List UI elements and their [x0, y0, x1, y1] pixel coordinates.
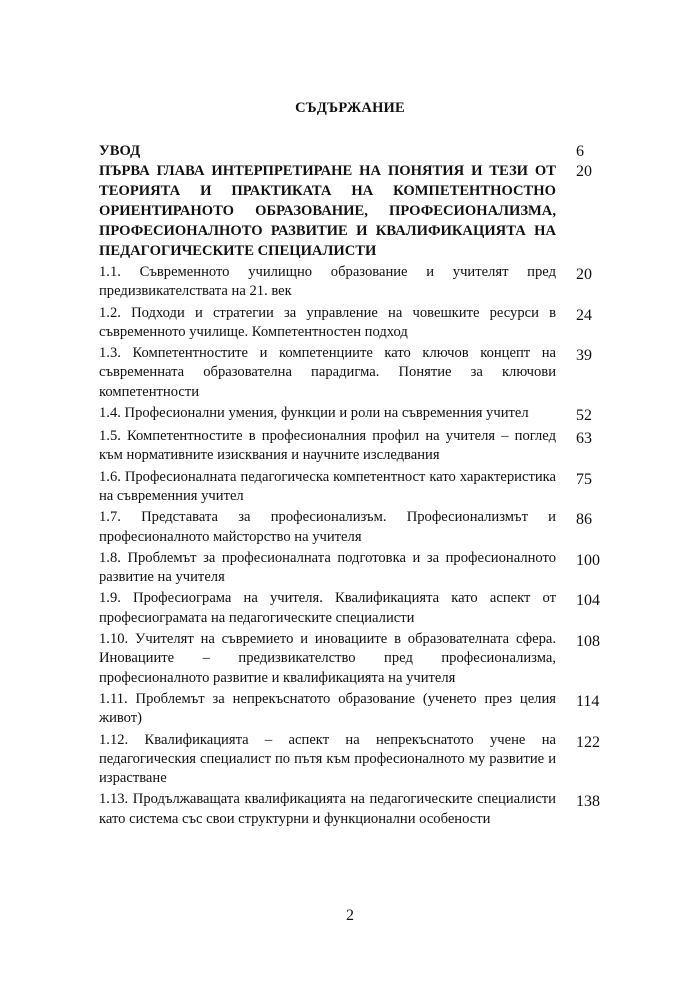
page-number: 2: [346, 907, 354, 924]
toc-entry[interactable]: [99, 690, 611, 729]
toc-entry-page: 86: [576, 511, 592, 529]
toc-entry-text: 1.2. Подходи и стратегии за управление на човешките ресурси в съвременното училище. Компетентностен подход: [99, 304, 556, 340]
toc-entry-text: 1.1. Съвременното училищно образование и учителят пред предизвикателствата на 21. век: [99, 264, 556, 300]
toc-entry-text: 1.6. Професионалната педагогическа компетентност като характеристика на съвременния учител: [99, 468, 556, 504]
toc-entry[interactable]: [99, 508, 611, 547]
toc-entry[interactable]: [99, 263, 611, 302]
toc-entry-page: 6: [576, 143, 584, 160]
toc-entry-page: 20: [576, 266, 592, 283]
toc-entry[interactable]: [99, 790, 611, 829]
toc-entry-page: 138: [576, 793, 600, 811]
toc-entry[interactable]: [99, 161, 611, 261]
toc-entry-page: 75: [576, 470, 592, 488]
toc-entry-text: 1.12. Квалификацията – аспект на непрекъснатото учене на педагогическия специалист по пътя към професионалното му развитие и израстване: [99, 731, 556, 787]
toc-entry-page: 114: [576, 692, 600, 710]
toc-entry[interactable]: [99, 630, 611, 688]
toc-entry-page: 122: [576, 733, 600, 751]
toc-entry-page: 39: [576, 347, 592, 365]
toc-entry-text: 1.3. Компетентностите и компетенциите като ключов концепт на съвременната образователна парадигма. Понятие за ключови компетентности: [99, 345, 556, 400]
toc-entry-page: 63: [576, 430, 592, 448]
toc-entry-text: 1.13. Продължаващата квалификацията на педагогическите специалисти като система със свои структурни и функционални особености: [99, 791, 556, 827]
toc-entry-text: 1.11. Проблемът за непрекъснатото образование (ученето през целия живот): [99, 690, 556, 727]
toc-entry-text: 1.9. Професиограма на учителя. Квалификацията като аспект от професиограмата на педагогическите специалисти: [99, 590, 556, 626]
toc-entry-text: 1.8. Проблемът за професионалната подготовка и за професионалното развитие на учителя: [99, 549, 556, 586]
toc-entry[interactable]: [99, 549, 611, 588]
toc-entry-page: 20: [576, 163, 592, 180]
toc-entry-page: 24: [576, 306, 592, 324]
toc-entry[interactable]: [99, 404, 611, 425]
page-title: СЪДЪРЖАНИЕ: [295, 100, 405, 116]
toc-entry-text: 1.5. Компетентностите в професионалния профил на учителя – поглед към нормативните изисквания и научните изследвания: [99, 428, 556, 464]
toc-entry[interactable]: [99, 344, 611, 402]
toc-entry[interactable]: [99, 304, 611, 343]
toc-entry-text: ПЪРВА ГЛАВА ИНТЕРПРЕТИРАНЕ НА ПОНЯТИЯ И ТЕЗИ ОТ ТЕОРИЯТА И ПРАКТИКАТА НА КОМПЕТЕНТНОСТНО ОРИЕНТИРАНОТО ОБРАЗОВАНИЕ, ПРОФЕСИОНАЛИЗМА, ПРОФЕСИОНАЛНОТО РАЗВИТИЕ И КВАЛИФИКАЦИЯТА НА ПЕДАГОГИЧЕСКИТЕ СПЕЦИАЛИСТИ: [99, 163, 556, 259]
toc-entry[interactable]: [99, 468, 611, 507]
toc-entry-page: 100: [576, 551, 600, 569]
toc-entry-text: 1.7. Представата за професионализъм. Професионализмът и професионалното майсторство на учителя: [99, 509, 556, 545]
toc-entry-page: 52: [576, 407, 592, 425]
toc-entry-text: 1.4. Професионални умения, функции и роли на съвременния учител: [99, 405, 529, 422]
toc-entry-page: 108: [576, 633, 600, 651]
toc-entry[interactable]: [99, 731, 611, 789]
table-of-contents: [99, 141, 611, 829]
toc-entry-text: 1.10. Учителят на съвремието и иновациите в образователната сфера. Иновациите – предизвикателство пред професионализма, професионалното развитие и квалификацията на учителя: [99, 631, 556, 686]
toc-entry[interactable]: [99, 141, 611, 161]
toc-entry-text: УВОД: [99, 143, 141, 159]
toc-entry-page: 104: [576, 592, 600, 610]
toc-entry[interactable]: [99, 427, 611, 466]
toc-entry[interactable]: [99, 589, 611, 628]
